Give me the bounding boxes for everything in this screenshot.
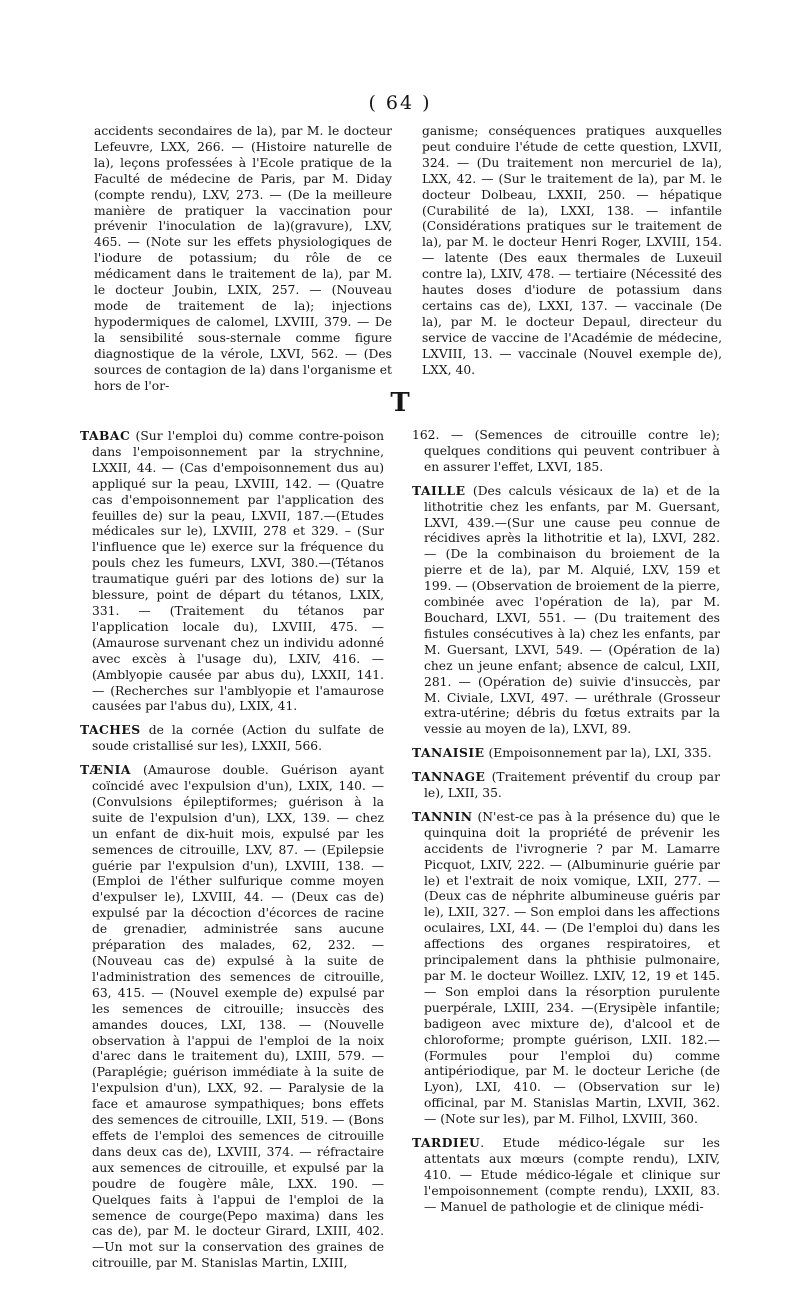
headword: TÆNIA [80, 762, 131, 778]
entry-text: de la cornée (Action du sulfate de soude cristallisé sur les), LXXII, 566. [92, 723, 384, 754]
index-entry-taenia [80, 762, 384, 1272]
index-entry-tanaisie [412, 745, 720, 762]
headword: TABAC [80, 428, 131, 443]
index-entry-tannage [412, 769, 720, 802]
page-number: ( 64 ) [368, 92, 432, 114]
column-top-right: ganisme; conséquences pratiques auxquelles peut conduire l'étude de cette question, LXVII, 324. — (Du traitement non mercuriel de la), LXX, 42. — (Sur le traitement de la), par M. le docteur Dolbeau, LXXII, 250. — hépatique (Curabilité de la), LXXI, 138. — infantile (Considérations pratiques sur le traitement de la), par M. le docteur Henri Roger, LXVIII, 154. — latente (Des eaux thermales de Luxeuil contre la), LXIV, 478. — tertiaire (Nécessité des hautes doses d'iodure de potassium dans certains cas de), LXXI, 137. — vaccinale (De la), par M. le docteur Depaul, directeur du service de vaccine de l'Académie de médecine, LXVIII, 13. — vaccinale (Nouvel exemple de), LXX, 40. [422, 124, 722, 377]
column-left [80, 428, 384, 1279]
entry-text: (N'est-ce pas à la présence du) que le quinquina doit la propriété de prévenir les accidents de l'ivrognerie ? par M. Lamarre Picquot, LXIV, 222. — (Albuminurie guérie par le) et l'extrait de noix vomique, LXII, 277. — (Deux cas de néphrite albumineuse guéris par le), LXII, 327. — Son emploi dans les affections oculaires, LXI, 44. — (De l'emploi du) dans les affections des organes respiratoires, et principalement dans la phthisie pulmonaire, par M. le docteur Woillez. LXIV, 12, 19 et 145. — Son emploi dans la résorption purulente puerpérale, LXIII, 234. —(Erysipèle infantile; badigeon avec mixture de), d'alcool et de chloroforme; prompte guérison, LXII. 182.—(Formules pour l'emploi du) comme antipériodique, par M. le docteur Leriche (de Lyon), LXI, 410. — (Observation sur le) officinal, par M. Stanislas Martin, LXVII, 362. — (Note sur les), par M. Filhol, LXVIII, 360. [424, 809, 720, 1127]
headword: TAILLE [412, 482, 466, 498]
section-letter-heading: T [390, 388, 410, 418]
entry-text: . Etude médico-légale sur les attentats aux mœurs (compte rendu), LXIV, 410. — Etude médico-légale et clinique sur l'empoisonnement (compte rendu), LXXII, 83.— Manuel de pathologie et de clinique médi- [424, 1136, 720, 1214]
index-entry-tabac [80, 428, 384, 715]
column-right [412, 428, 720, 1223]
entry-text: (Empoisonnement par la), LXI, 335. [484, 746, 712, 761]
index-entry-tannin [412, 809, 720, 1128]
headword: TANNIN [412, 808, 473, 824]
index-entry-taches [80, 722, 384, 755]
headword: TANAISIE [412, 745, 485, 761]
headword: TANNAGE [412, 769, 486, 785]
entry-text: (Amaurose double. Guérison ayant coïncidé avec l'expulsion d'un), LXIX, 140. — (Convulsions épileptiformes; guérison à la suite de l'expulsion d'un), LXX, 139. — chez un enfant de dix-huit mois, expulsé par les semences de citrouille, LXV, 87. — (Epilepsie guérie par l'expulsion d'un), LXVIII, 138. — (Emploi de l'éther sulfurique comme moyen d'expulser le), LXVIII, 44. — (Deux cas de) expulsé par la décoction d'écorces de racine de grenadier, administrée sans aucune préparation des malades, 62, 232. — (Nouveau cas de) expulsé à la suite de l'administration des semences de citrouille, 63, 415. — (Nouvel exemple de) expulsé par les semences de citrouille; insuccès des amandes douces, LXI, 138. — (Nouvelle observation à l'appui de l'emploi de la noix d'arec dans le traitement du), LXIII, 579. — (Paraplégie; guérison immédiate à la suite de l'expulsion d'un), LXX, 92. — Paralysie de la face et amaurose sympathiques; bons effets des semences de citrouille, LXII, 519. — (Bons effets de l'emploi des semences de citrouille dans deux cas de), LXVIII, 374. — réfractaire aux semences de citrouille, et expulsé par la poudre de fougère mâle, LXX. 190. — Quelques faits à l'appui de l'emploi de la semence de courge(Pepo maxima) dans les cas de), par M. le docteur Girard, LXIII, 402.—Un mot sur la conservation des graines de citrouille, par M. Stanislas Martin, LXIII, [92, 763, 384, 1271]
index-entry-taenia-continued [412, 428, 720, 476]
headword: TACHES [80, 722, 141, 738]
column-top-left: accidents secondaires de la), par M. le docteur Lefeuvre, LXX, 266. — (Histoire naturelle de la), leçons professées à l'Ecole pratique de la Faculté de médecine de Paris, par M. Diday (compte rendu), LXV, 273. — (De la meilleure manière de pratiquer la vaccination pour prévenir l'inoculation de la)(gravure), LXV, 465. — (Note sur les effets physiologiques de l'iodure de potassium; du rôle de ce médicament dans le traitement de la), par M. le docteur Joubin, LXIX, 257. — (Nouveau mode de traitement de la); injections hypodermiques de calomel, LXVIII, 379. — De la sensibilité sous-sternale comme figure diagnostique de la vérole, LXVI, 562. — (Des sources de contagion de la) dans l'organisme et hors de l'or- [94, 124, 392, 393]
headword: TARDIEU [412, 1135, 481, 1151]
entry-text: (Sur l'emploi du) comme contre-poison dans l'empoisonnement par la strychnine, LXXII, 44. — (Cas d'empoisonnement dus au) appliqué sur la peau, LXVIII, 142. — (Quatre cas d'empoisonnement par l'application des feuilles de) sur la peau, LXVII, 187.—(Etudes médicales sur le), LXVIII, 278 et 329. – (Sur l'influence que le) exerce sur la fréquence du pouls chez les fumeurs, LXVI, 380.—(Tétanos traumatique guéri par des lotions de) sur la blessure, point de départ du tétanos, LXIX, 331. — (Traitement du tétanos par l'application locale du), LXVIII, 475. — (Amaurose survenant chez un individu adonné avec excès à l'usage du), LXIV, 416. — (Amblyopie causée par abus du), LXXII, 141. — (Recherches sur l'amblyopie et l'amaurose causées par l'abus du), LXIX, 41. [92, 429, 384, 714]
index-entry-tardieu [412, 1135, 720, 1216]
entry-text: (Traitement préventif du croup par le), LXII, 35. [424, 770, 720, 801]
entry-text: (Des calculs vésicaux de la) et de la lithotritie chez les enfants, par M. Guersant, LXVI, 439.—(Sur une cause peu connue de récidives après la lithotritie et la), LXVI, 282. — (De la combinaison du broiement de la pierre et de la), par M. Alquié, LXV, 159 et 199. — (Observation de broiement de la pierre, combinée avec l'opération de la), par M. Bouchard, LXVI, 551. — (Du traitement des fistules consécutives à la) chez les enfants, par M. Guersant, LXVI, 549. — (Opération de la) chez un jeune enfant; absence de calcul, LXII, 281. — (Opération de) suivie d'insuccès, par M. Civiale, LXVI, 497. — uréthrale (Grosseur extra-utérine; débris du fœtus extraits par la vessie au moyen de la), LXVI, 89. [424, 483, 720, 737]
index-entry-taille [412, 483, 720, 739]
entry-text: 162. — (Semences de citrouille contre le); quelques conditions qui peuvent contribuer à en assurer l'effet, LXVI, 185. [412, 428, 720, 474]
